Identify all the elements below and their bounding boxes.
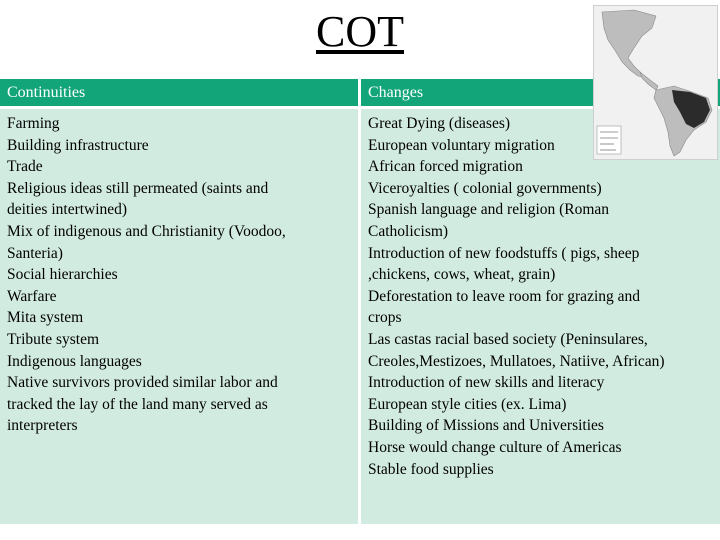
changes-cell — [361, 109, 720, 524]
americas-map-image — [593, 5, 718, 160]
change-item: European voluntary migration — [368, 136, 555, 154]
changes-header: Changes — [361, 79, 720, 106]
continuities-cell — [0, 109, 358, 524]
continuity-item: Religious ideas still permeated (saints and — [7, 179, 269, 197]
change-item: crops — [368, 309, 402, 327]
continuity-item: Mita system — [7, 309, 84, 327]
continuity-item: deities intertwined) — [7, 201, 128, 219]
change-item: Horse would change culture of Americas — [368, 438, 622, 456]
continuity-item: Farming — [7, 115, 60, 132]
change-item: Building of Missions and Universities — [368, 417, 604, 435]
change-item: Great Dying (diseases) — [368, 115, 511, 132]
continuity-item: tracked the lay of the land many served as — [7, 395, 268, 413]
change-item: Introduction of new foodstuffs ( pigs, sheep — [368, 244, 640, 262]
continuities-header: Continuities — [0, 79, 358, 106]
change-item: Las castas racial based society (Peninsulares, — [368, 330, 648, 348]
continuity-item: Indigenous languages — [7, 352, 142, 370]
americas-map-icon — [594, 6, 717, 159]
continuity-item: Native survivors provided similar labor and — [7, 374, 278, 392]
continuity-item: Santeria) — [7, 244, 63, 262]
page-title: COT — [316, 7, 404, 56]
continuity-item: Tribute system — [7, 330, 100, 348]
change-item: European style cities (ex. Lima) — [368, 395, 567, 413]
continuity-item: Building infrastructure — [7, 136, 149, 154]
change-item: Creoles,Mestizoes, Mullatoes, Natiive, African) — [368, 352, 665, 370]
continuity-item: Social hierarchies — [7, 266, 118, 284]
continuity-item: Warfare — [7, 287, 57, 305]
change-item: Catholicism) — [368, 222, 449, 240]
change-item: Stable food supplies — [368, 460, 494, 478]
change-item: Viceroyalties ( colonial governments) — [368, 179, 602, 197]
change-item: African forced migration — [368, 158, 523, 176]
change-item: Introduction of new skills and literacy — [368, 374, 605, 392]
continuity-item: interpreters — [7, 417, 78, 435]
continuity-item: Trade — [7, 158, 43, 176]
change-item: Spanish language and religion (Roman — [368, 201, 610, 219]
continuity-item: Mix of indigenous and Christianity (Voodoo, — [7, 222, 286, 240]
change-item: ,chickens, cows, wheat, grain) — [368, 266, 556, 284]
change-item: Deforestation to leave room for grazing and — [368, 287, 641, 305]
